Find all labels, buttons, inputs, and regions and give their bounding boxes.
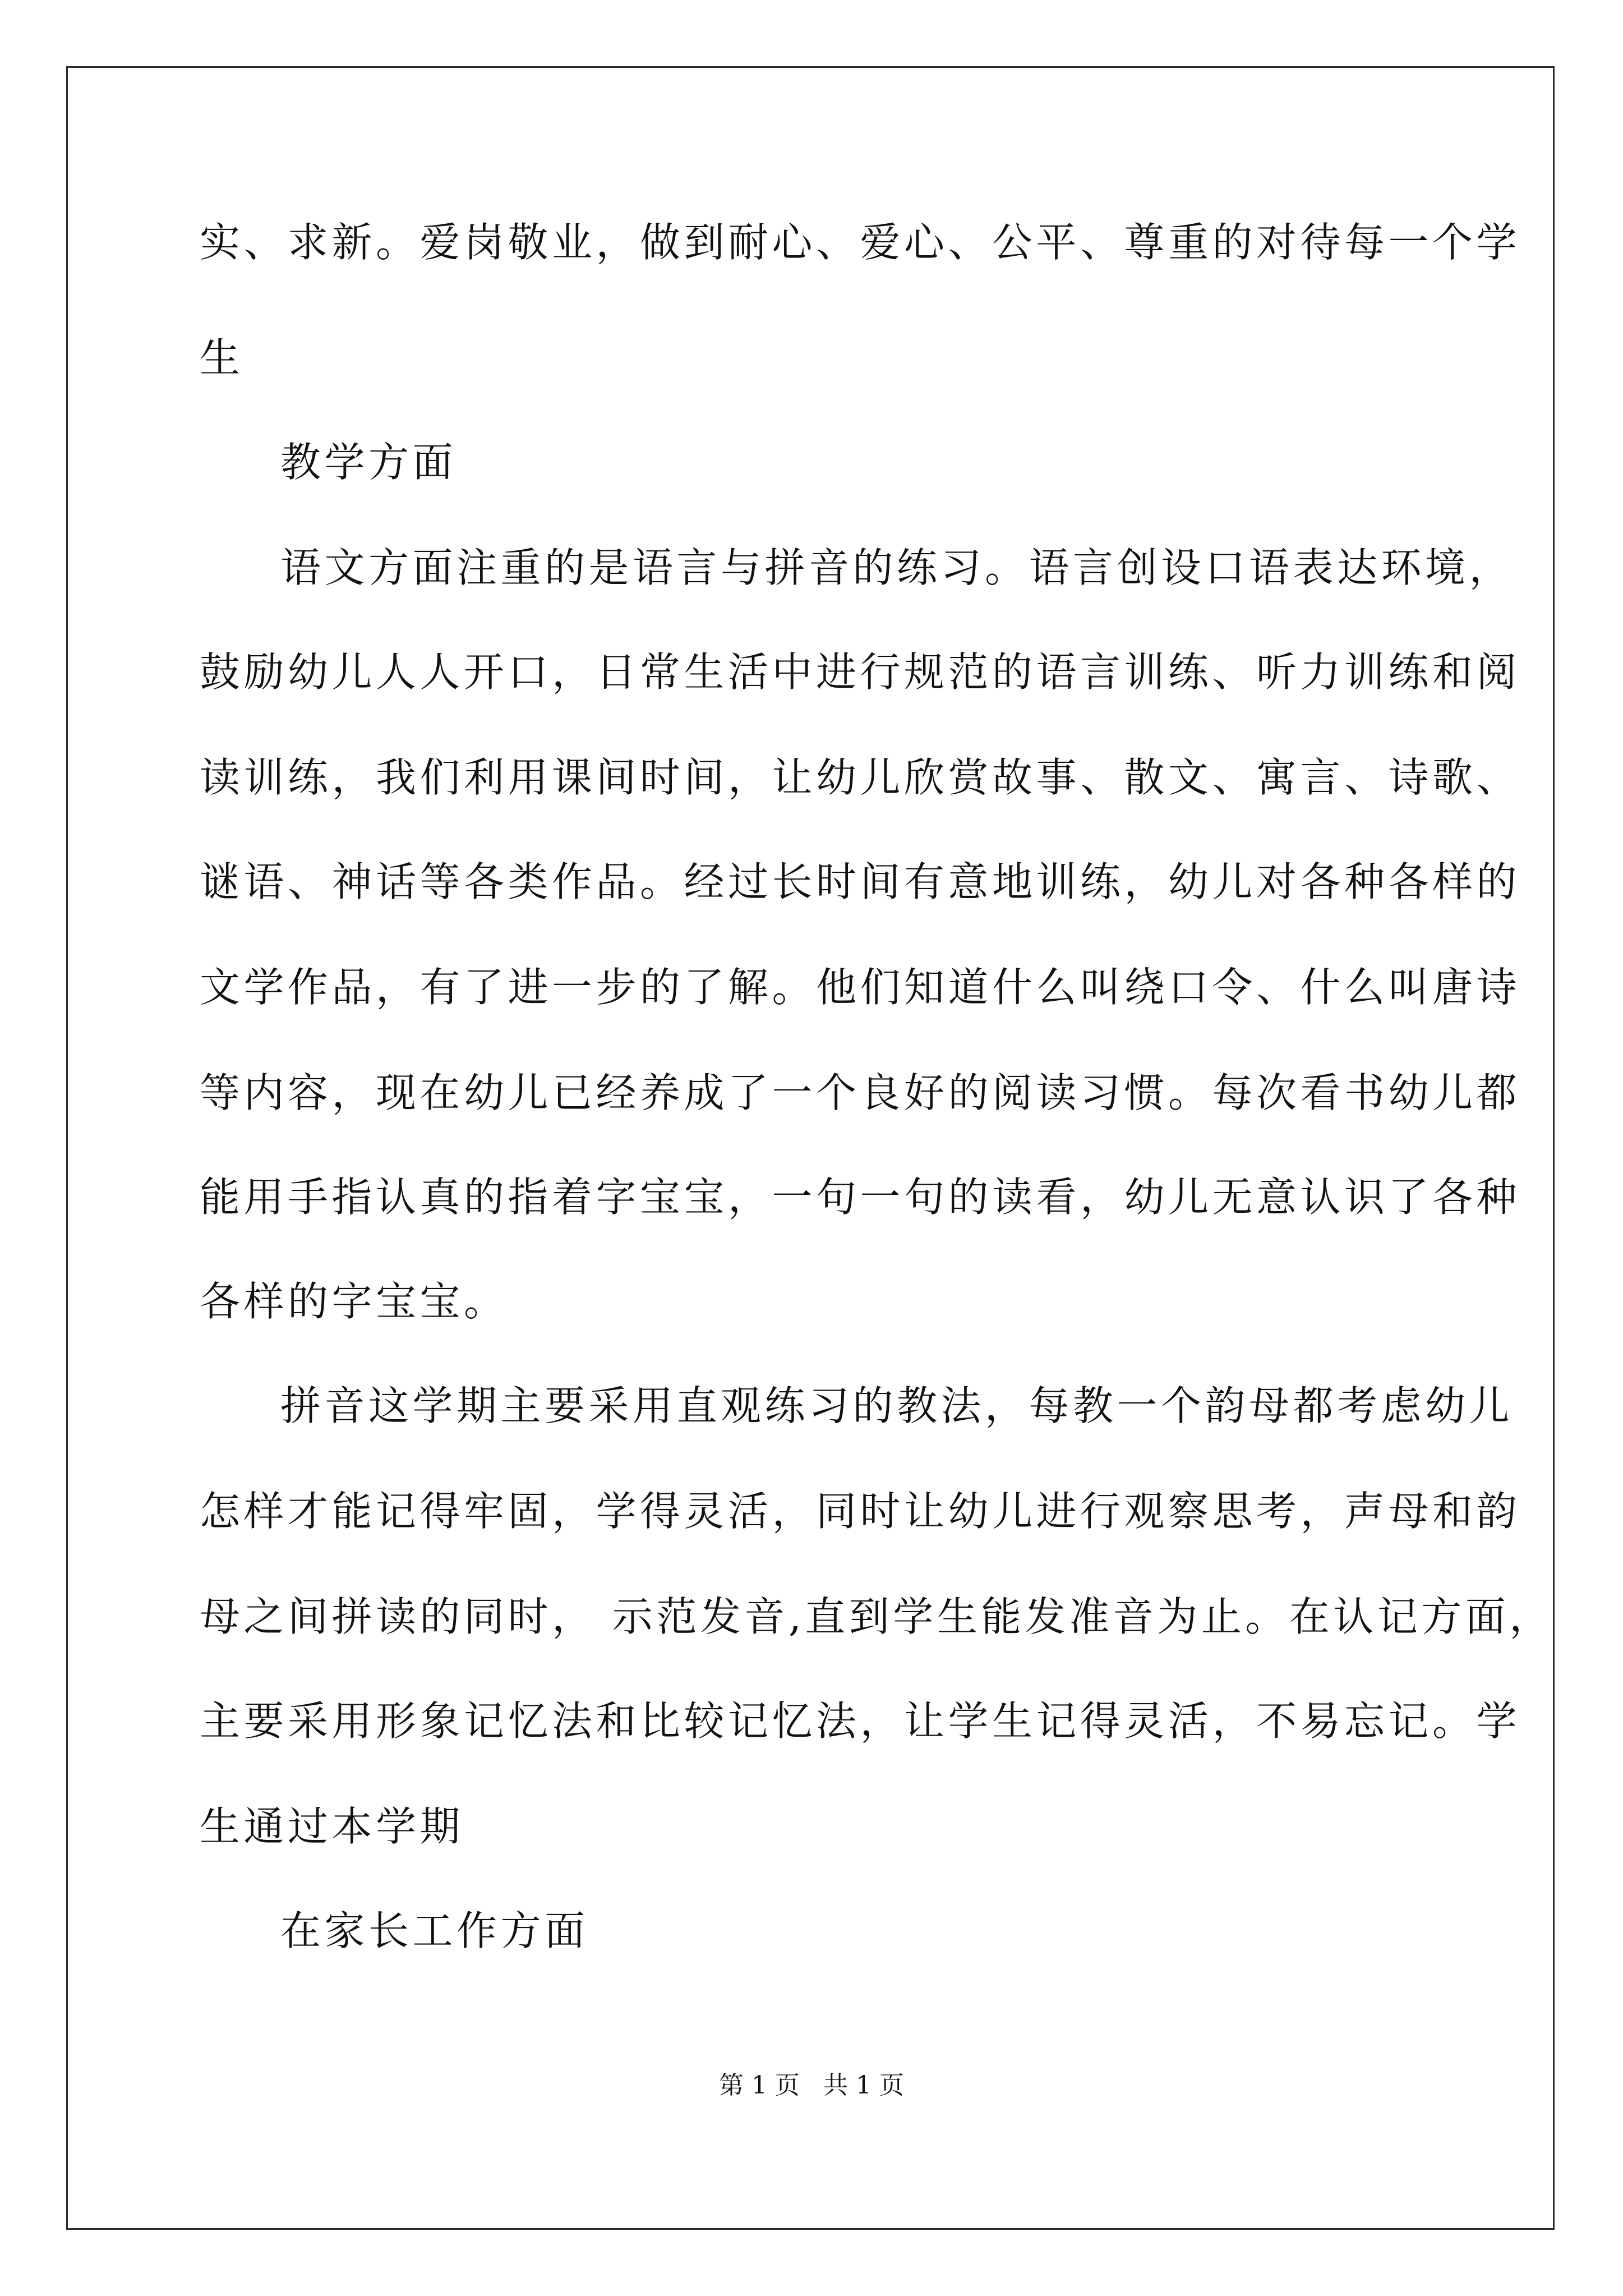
text-line-14: 母之间拼读的同时， 示范发音,直到学生能发准音为止。在认记方面， <box>200 1593 1553 1640</box>
text-line-15: 主要采用形象记忆法和比较记忆法，让学生记得灵活，不易忘记。学 <box>200 1697 1521 1745</box>
text-line-4: 语文方面注重的是语言与拼音的练习。语言创设口语表达环境， <box>280 544 1514 591</box>
text-line-9: 等内容，现在幼儿已经养成了一个良好的阅读习惯。每次看书幼儿都 <box>200 1069 1521 1116</box>
text-line-5: 鼓励幼儿人人开口，日常生活中进行规范的语言训练、听力训练和阅 <box>200 648 1521 696</box>
text-line-16: 生通过本学期 <box>200 1803 464 1850</box>
text-line-10: 能用手指认真的指着字宝宝，一句一句的读看，幼儿无意认识了各种 <box>200 1174 1521 1221</box>
text-line-8: 文学作品，有了进一步的了解。他们知道什么叫绕口令、什么叫唐诗 <box>200 964 1521 1011</box>
page-number-footer: 第 1 页 共 1 页 <box>719 2071 904 2100</box>
text-line-6: 读训练，我们利用课间时间，让幼儿欣赏故事、散文、寓言、诗歌、 <box>200 754 1521 801</box>
text-line-7: 谜语、神话等各类作品。经过长时间有意地训练，幼儿对各种各样的 <box>200 858 1521 905</box>
text-line-12: 拼音这学期主要采用直观练习的教法，每教一个韵母都考虑幼儿 <box>280 1382 1514 1429</box>
section-heading-teaching: 教学方面 <box>280 439 457 486</box>
section-heading-parents: 在家长工作方面 <box>280 1907 589 1954</box>
text-line-13: 怎样才能记得牢固，学得灵活，同时让幼儿进行观察思考，声母和韵 <box>200 1488 1521 1535</box>
text-line-2: 生 <box>200 334 244 381</box>
text-line-11: 各样的字宝宝。 <box>200 1278 508 1325</box>
text-line-1: 实、求新。爱岗敬业，做到耐心、爱心、公平、尊重的对待每一个学 <box>200 219 1521 266</box>
